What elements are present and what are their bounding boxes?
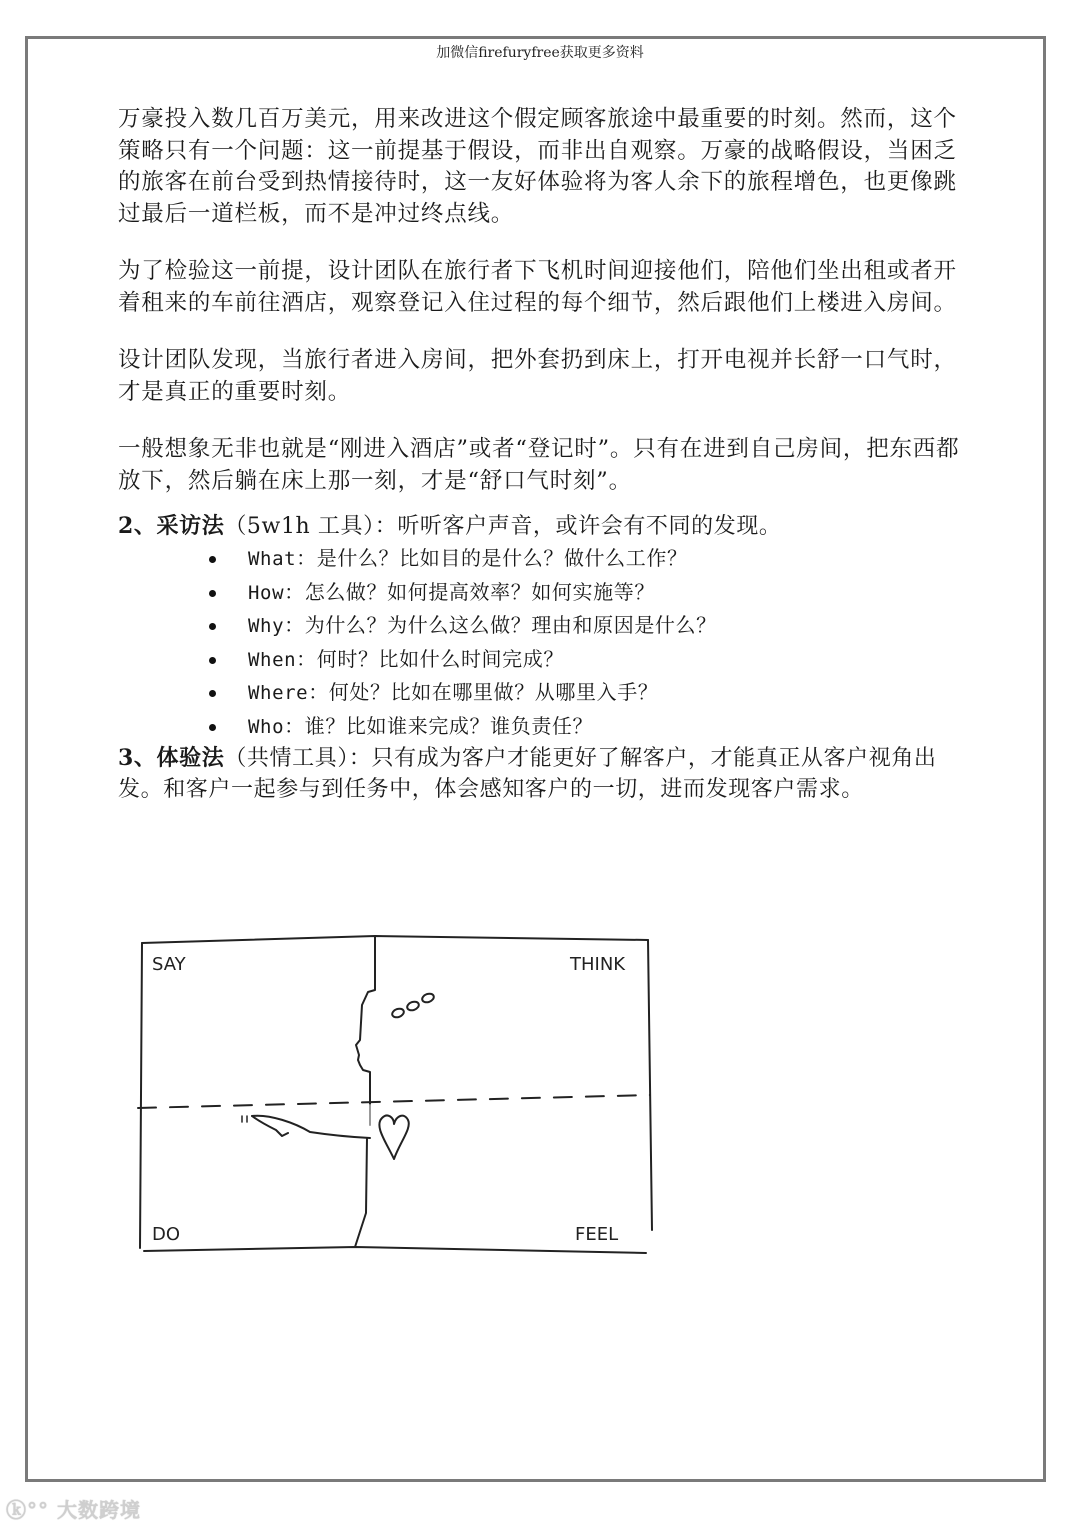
section-2-heading <box>118 511 968 542</box>
label-do: DO <box>152 1224 181 1245</box>
bullet-icon <box>209 657 216 664</box>
section-2-title: 采访法 <box>156 513 225 539</box>
list-item: How：怎么做？如何提高效率？如何实施等？ <box>118 576 968 610</box>
paragraph-1: 万豪投入数几百万美元，用来改进这个假定顾客旅途中最重要的时刻。然而，这个策略只有一个问题：这一前提基于假设，而非出自观察。万豪的战略假设，当困乏的旅客在前台受到热情接待时，这一友好体验将为客人余下的旅程增色，也更像跳过最后一道栏板，而不是冲过终点线。 <box>118 106 957 227</box>
list-item: Why：为什么？为什么这么做？理由和原因是什么？ <box>118 609 968 643</box>
list-item: What：是什么？比如目的是什么？做什么工作？ <box>118 542 968 576</box>
document-body <box>118 104 968 805</box>
watermark-logo <box>6 1494 141 1523</box>
header-note: 加微信firefuryfree获取更多资料 <box>436 45 644 61</box>
section-2-number: 2、 <box>118 513 157 539</box>
label-feel: FEEL <box>575 1224 619 1245</box>
bullet-icon <box>209 690 216 697</box>
section-3-paragraph <box>118 743 968 805</box>
bullet-icon <box>209 590 216 597</box>
section-2-subtitle: （5w1h 工具）：听听客户声音，或许会有不同的发现。 <box>224 514 782 539</box>
list-item: When：何时？比如什么时间完成？ <box>118 643 968 677</box>
section-3-title: 体验法 <box>156 745 225 771</box>
section-3-number: 3、 <box>118 745 157 771</box>
watermark-text: 大数跨境 <box>56 1498 141 1522</box>
paragraph-3: 设计团队发现，当旅行者进入房间，把外套扔到床上，打开电视并长舒一口气时，才是真正的重要时刻。 <box>118 347 957 405</box>
paragraph-2: 为了检验这一前提，设计团队在旅行者下飞机时间迎接他们，陪他们坐出租或者开着租来的车前往酒店，观察登记入住过程的每个细节，然后跟他们上楼进入房间。 <box>118 258 957 316</box>
label-think: THINK <box>570 954 626 975</box>
bullet-icon <box>209 724 216 731</box>
logo-icon: ⓚ°° <box>6 1498 57 1522</box>
5w1h-list <box>118 542 968 743</box>
section-3-body: （共情工具）：只有成为客户才能更好了解客户，才能真正从客户视角出发。和客户一起参与到任务中，体会感知客户的一切，进而发现客户需求。 <box>118 746 937 802</box>
list-item: Where：何处？比如在哪里做？从哪里入手？ <box>118 676 968 710</box>
bullet-icon <box>209 556 216 563</box>
label-say: SAY <box>152 954 186 975</box>
bullet-icon <box>209 623 216 630</box>
paragraph-4: 一般想象无非也就是“刚进入酒店”或者“登记时”。只有在进到自己房间，把东西都放下，然后躺在床上那一刻，才是“舒口气时刻”。 <box>118 436 960 494</box>
empathy-map-diagram <box>130 930 670 1260</box>
list-item: Who：谁？比如谁来完成？谁负责任？ <box>118 710 968 744</box>
